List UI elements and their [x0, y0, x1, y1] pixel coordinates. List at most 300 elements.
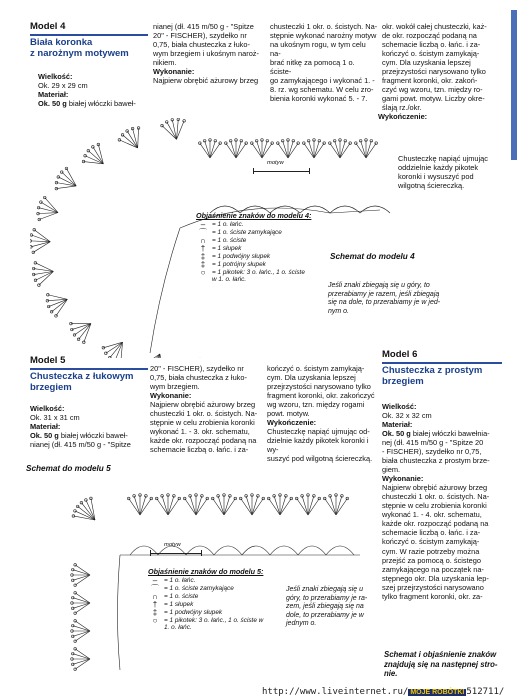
legend-symbol: ∩ [200, 235, 206, 245]
stitch-stroke [336, 496, 342, 515]
stitch-stroke [73, 631, 90, 636]
legend-item [148, 601, 288, 609]
legend-item [148, 625, 288, 631]
model6-execution-line: każde okr. rozpocząć podaną na [382, 519, 489, 529]
model5-finish-line: suszyć pod wilgotną ściereczką. [267, 454, 373, 464]
model4-material-rest: białej włóczki baweł- [68, 99, 136, 109]
model4-finish-line: Chusteczkę napiąć ujmując [398, 154, 488, 163]
fabric-edge [118, 555, 121, 670]
stitch-stroke [236, 141, 241, 158]
model5-note [286, 586, 378, 629]
stitch-stroke [356, 143, 366, 158]
stitch-stroke [340, 141, 345, 158]
picot-mark [74, 668, 77, 671]
model6-execution-line: tylko fragment koronki, okr. za- [382, 591, 483, 601]
legend-text: = 1 potrójny słupek [212, 260, 266, 268]
legend-item [196, 277, 336, 283]
stitch-stroke [31, 235, 50, 242]
legend-item [196, 237, 336, 245]
model6-execution-line: schemacie liczbą o. łańc. i za- [382, 528, 481, 538]
model6-material-line: giem. [382, 465, 401, 475]
model6-size-label: Wielkość: [382, 402, 417, 411]
stitch-stroke [73, 598, 90, 603]
model4-header [30, 22, 148, 59]
stitch-stroke [314, 143, 324, 158]
model4-finish-line: koronki i wysuszyć pod [398, 172, 474, 182]
stitch-stroke [39, 208, 58, 213]
model5-schema-title: Schemat do modelu 5 [26, 464, 111, 473]
model4-col3-line: go zamykającego i wykonać 1. - [270, 76, 375, 86]
picot-mark [105, 352, 108, 355]
stitch-stroke [304, 143, 314, 158]
stitch-stroke [236, 143, 246, 158]
legend-text: = 1 pikotek: 3 o. łańc., 1 o. ściste [212, 268, 305, 276]
model6-title-rule [382, 362, 502, 364]
picot-mark [329, 142, 332, 145]
stitch-stroke [200, 143, 210, 158]
model4-legend [196, 212, 336, 283]
picot-mark [74, 640, 77, 643]
model6-size-value: Ok. 32 x 32 cm [382, 411, 432, 421]
stitch-stroke [185, 498, 196, 515]
model6-subtitle-2: brzegiem [382, 375, 424, 387]
stitch-stroke [140, 496, 146, 515]
watermark [262, 687, 504, 698]
model4-col4-line: kończyć o. ścistym zamykają- [382, 49, 480, 59]
stitch-stroke [283, 141, 288, 158]
stitch-stroke [274, 496, 280, 515]
picot-mark [183, 497, 186, 500]
stitch-stroke [278, 143, 288, 158]
model5-col3-line: cym. Dla uzyskania lepszej [267, 373, 356, 383]
picot-mark [271, 142, 274, 145]
legend-item [196, 229, 336, 237]
picot-mark [118, 139, 121, 142]
picot-mark [84, 154, 87, 157]
picot-mark [225, 142, 228, 145]
picot-mark [297, 142, 300, 145]
chain-loop [270, 546, 298, 555]
legend-symbol: ○ [152, 615, 158, 625]
model4-subtitle-1: Biała koronka [30, 36, 93, 48]
model4-col2-line: nianej (dł. 415 m/50 g - "Spitze [153, 22, 254, 31]
stitch-stroke [31, 242, 50, 247]
stitch-stroke [168, 496, 174, 515]
model4-finish-line: wilgotną ściereczką. [398, 181, 465, 191]
model5-material-text-2: nianej (dł. 415 m/50 g - "Spitze [30, 440, 131, 450]
stitch-stroke [33, 242, 50, 253]
model5-col3-line: fragment koronki, okr. zakończyć [267, 391, 375, 401]
legend-list [196, 221, 336, 283]
legend-text: = 1 o. łańc. [164, 576, 196, 584]
model4-specs [38, 72, 150, 108]
model4-execution-label: Wykonanie: [153, 67, 195, 77]
model6-material-line: nej (dł. 415 m/50 g - "Spitze 20 [382, 438, 484, 448]
stitch-stroke [160, 354, 165, 358]
picot-mark [73, 334, 76, 337]
stitch-stroke [73, 570, 90, 575]
legend-list [148, 577, 288, 631]
model4-schema-title: Schemat do modelu 4 [330, 252, 415, 261]
stitch-stroke [196, 498, 207, 515]
model4-col3-line: chusteczki 1 okr. o. ścistych. Na- [270, 22, 378, 31]
stitch-stroke [75, 621, 90, 631]
picot-mark [127, 497, 130, 500]
stitch-stroke [262, 143, 272, 158]
model5-col3-line: powt. motyw. [267, 409, 310, 419]
legend-text: = 1 podwójny słupek [164, 608, 223, 616]
chain-loop [360, 206, 390, 213]
legend-item [148, 577, 288, 585]
legend-symbol: † [200, 243, 206, 253]
stitch-stroke [224, 496, 230, 515]
legend-symbol: ⌒ [199, 227, 207, 237]
chain-loop [214, 546, 242, 555]
stitch-stroke [103, 342, 122, 348]
picot-mark [38, 284, 41, 287]
stitch-stroke [252, 143, 262, 158]
watermark-suffix: 512711/ [466, 687, 505, 697]
model4-col4-line: czyć wg wzoru, tzn. między ro- [382, 85, 483, 95]
stitch-stroke [308, 496, 314, 515]
stitch-stroke [73, 516, 95, 520]
legend-item [148, 585, 288, 593]
chain-loop [242, 546, 270, 555]
stitch-stroke [231, 141, 236, 158]
note-line: się na dole, to przerabiamy je w jed- [328, 299, 441, 307]
model5-col2-after: każde okr. rozpocząć podaną na [150, 436, 257, 446]
model6-footer [384, 650, 506, 679]
chain-loop [298, 546, 326, 555]
stitch-stroke [140, 498, 151, 515]
stitch-stroke [133, 129, 138, 148]
model5-title-rule [30, 368, 148, 370]
picot-mark [267, 497, 270, 500]
stitch-stroke [308, 498, 319, 515]
stitch-stroke [157, 498, 168, 515]
stitch-stroke [56, 186, 76, 189]
model4-finish-line: oddzielnie każdy pikotek [398, 163, 479, 173]
model4-material-label: Materiał: [38, 90, 69, 100]
picot-mark [234, 497, 237, 500]
legend-symbol: ‡ [200, 251, 206, 261]
legend-text: = 1 podwójny słupek [212, 252, 271, 260]
picot-mark [303, 142, 306, 145]
footer-line: nie. [384, 669, 398, 678]
model6-execution-line: kończyć o. ścistym zamykają- [382, 537, 480, 547]
model4-col2-line: 0,75, biała chusteczka z łuko- [153, 40, 250, 50]
stitch-stroke [75, 659, 90, 669]
model5-col2-line: 0,75, biała chusteczka z łuko- [150, 373, 247, 383]
model4-col2 [153, 22, 265, 85]
model4-col4-line: okr. wokół całej chusteczki, każ- [382, 22, 487, 31]
model6-body [382, 402, 504, 601]
model5-col3 [267, 364, 381, 463]
stitch-stroke [257, 141, 262, 158]
model5-col3-line: przejrzystości narysowano tylko [267, 382, 371, 392]
model4-col4-line: de okr. rozpocząć podaną na [382, 31, 477, 41]
model4-col2-line: nikiem. [153, 58, 177, 68]
stitch-stroke [88, 151, 103, 164]
legend-item [148, 609, 288, 617]
model5-col3-line: kończyć o. ścistym zamykają- [267, 364, 365, 373]
stitch-stroke [335, 141, 340, 158]
stitch-stroke [48, 295, 67, 300]
model5-col2-after: chusteczki 1 okr. o. ścistych. Na- [150, 409, 258, 419]
stitch-stroke [213, 498, 224, 515]
stitch-stroke [129, 498, 140, 515]
legend-text: = 1 o. ściste [164, 592, 199, 600]
stitch-stroke [224, 498, 235, 515]
stitch-stroke [340, 143, 350, 158]
model5-col2-line: wym brzegiem. [150, 382, 200, 392]
stitch-stroke [210, 143, 220, 158]
model5-col2-line: 20" - FISCHER), szydełko nr [150, 364, 244, 373]
stitch-stroke [196, 496, 202, 515]
stitch-stroke [75, 565, 90, 575]
model4-note [328, 282, 468, 316]
stitch-stroke [366, 143, 376, 158]
stitch-stroke [73, 654, 90, 659]
chain-loop [326, 546, 354, 555]
picot-mark [178, 497, 181, 500]
footer-line: Schemat i objaśnienie znaków [384, 650, 497, 659]
legend-title: Objaśnienie znaków do modelu 5: [148, 567, 264, 576]
picot-mark [318, 497, 321, 500]
picot-mark [262, 497, 265, 500]
model4-size-value: Ok. 29 x 29 cm [38, 81, 88, 91]
stitch-stroke [73, 575, 90, 580]
legend-symbol: ○ [200, 267, 206, 277]
model5-material-label: Materiał: [30, 422, 61, 432]
picot-mark [219, 142, 222, 145]
model6-material-label: Materiał: [382, 420, 413, 430]
legend-item [196, 261, 336, 269]
picot-mark [92, 146, 95, 149]
picot-mark [251, 142, 254, 145]
picot-mark [211, 497, 214, 500]
model6-execution-line: stępnie w celu zrobienia koronki [382, 501, 487, 511]
model4-col4-line: fragment koronki, okr. zakoń- [382, 76, 478, 86]
picot-mark [74, 620, 77, 623]
stitch-stroke [91, 498, 95, 520]
model4-material-text: Ok. 50 g białej włóczki baweł- [38, 99, 136, 109]
model5-col2-after: Najpierw obrębić ażurowy brzeg [150, 400, 256, 410]
model6-header [382, 350, 502, 387]
picot-mark [355, 142, 358, 145]
model6-material-line: Ok. 50 g białej włóczki bawełnia- [382, 429, 490, 439]
legend-title: Objaśnienie znaków do modelu 4: [196, 211, 312, 220]
legend-symbol: ⌒ [151, 583, 159, 593]
picot-mark [295, 497, 298, 500]
model5-col2-after: stępnie w celu zrobienia koronki [150, 418, 255, 428]
model5-finish-label: Wykończenie: [267, 418, 317, 428]
model4-col2-line: 20" - FISCHER), szydełko nr [153, 31, 247, 41]
motif-ruler-line [253, 168, 310, 174]
model4-title-rule [30, 34, 148, 36]
stitch-stroke [226, 143, 236, 158]
model4-finish-label: Wykończenie: [378, 112, 428, 122]
stitch-stroke [252, 496, 258, 515]
legend-symbol: ∩ [152, 591, 158, 601]
model5-col2 [150, 364, 264, 454]
stitch-stroke [75, 575, 90, 585]
model6-material-line: biała chusteczka z prostym brze- [382, 456, 490, 466]
fabric-edge [150, 228, 180, 353]
model4-col3-line: stępnie wykonać narożny motyw [270, 31, 377, 41]
model5-col3-line: wg wzoru, tzn. między rogami [267, 400, 365, 410]
legend-item [196, 221, 336, 229]
legend-item [148, 593, 288, 601]
model4-col3-line: 8. rz. wg schematu. W celu zro- [270, 85, 374, 95]
model5-material-text: Ok. 50 g białej włóczki baweł- [30, 431, 128, 441]
legend-text: = 1 o. ściste [212, 236, 247, 244]
note-line: góry, to przerabiamy je ra- [286, 594, 368, 602]
picot-mark [74, 592, 77, 595]
stitch-stroke [297, 498, 308, 515]
stitch-stroke [241, 498, 252, 515]
model4-title: Model 4 [30, 21, 66, 32]
model6-execution-line: chusteczki 1 okr. o. ścistych. Na- [382, 492, 490, 502]
picot-mark [199, 142, 202, 145]
model6-execution-line: stępnego okr. Dla uzyskania lep- [382, 573, 489, 583]
model5-legend [148, 568, 288, 631]
watermark-logo: MOJE ROBÓTKI [410, 689, 465, 696]
stitch-stroke [366, 141, 371, 158]
note-line: jednym o. [286, 620, 317, 628]
stitch-stroke [262, 141, 267, 158]
model5-col2-after: wykonać 1. - 3. okr. schematu, [150, 427, 250, 437]
picot-mark [33, 228, 36, 231]
stitch-stroke [280, 498, 291, 515]
stitch-stroke [167, 122, 177, 139]
stitch-stroke [252, 498, 263, 515]
model5-col2-after: schemacie liczbą o. łańc. i za- [150, 445, 249, 455]
picot-mark [74, 510, 77, 513]
model5-execution-label: Wykonanie: [150, 391, 192, 401]
model4-col4 [378, 22, 500, 122]
picot-mark [206, 497, 209, 500]
side-tab [511, 10, 517, 160]
note-line: Jeśli znaki zbiegają się u [286, 586, 364, 593]
picot-mark [74, 564, 77, 567]
stitch-stroke [134, 496, 140, 515]
stitch-stroke [314, 141, 319, 158]
picot-mark [74, 648, 77, 651]
model6-material-line: - FISCHER), szydełko nr 0,75, [382, 447, 482, 457]
stitch-stroke [280, 496, 286, 515]
picot-mark [323, 497, 326, 500]
legend-item [196, 253, 336, 261]
picot-mark [375, 142, 378, 145]
picot-mark [290, 497, 293, 500]
model5-finish-line: Chusteczkę napiąć ujmując od- [267, 427, 370, 437]
stitch-stroke [41, 202, 58, 212]
model5-finish-line: dzielnie każdy pikotek koronki i wy- [267, 436, 369, 455]
model6-execution-line: szej przejrzystości narysowano [382, 582, 484, 592]
stitch-stroke [138, 128, 139, 148]
stitch-stroke [52, 299, 68, 311]
model4-col4-line: ślają rz./okr. [382, 103, 422, 113]
stitch-stroke [30, 241, 50, 242]
motif-label: motyw [267, 160, 284, 166]
model6-execution-line: przejść za pomocą o. ścistego [382, 555, 481, 565]
model6-title: Model 6 [382, 349, 418, 360]
stitch-stroke [79, 324, 91, 340]
picot-mark [76, 505, 79, 508]
legend-text: w 1. o. łańc. [212, 275, 247, 283]
stitch-stroke [73, 603, 90, 608]
stitch-stroke [34, 230, 50, 242]
model4-col3-line: brać nitkę za pomocą 1 o. ściste- [270, 58, 355, 77]
legend-symbol: – [152, 575, 158, 585]
legend-text: = 1 słupek [212, 244, 242, 252]
model4-col2-after: Najpierw obrębić ażurowy brzeg [153, 76, 259, 86]
model6-execution-line: wykonać 1. - 4. okr. schematu, [382, 510, 482, 520]
legend-item [196, 245, 336, 253]
model4-col4-line: przejrzystości narysowano tylko [382, 67, 486, 77]
model4-col3 [270, 22, 378, 103]
legend-text: = 1 o. ściste zamykające [164, 584, 234, 592]
legend-symbol: ‡ [152, 607, 158, 617]
picot-mark [126, 130, 129, 133]
stitch-stroke [162, 126, 177, 140]
picot-mark [40, 201, 43, 204]
motif-ruler-line [150, 550, 202, 556]
model6-execution-line: Najpierw obrębić ażurowy brzeg [382, 483, 488, 493]
model5-material-rest: białej włóczki baweł- [60, 431, 128, 441]
legend-text: = 1 słupek [164, 600, 194, 608]
model4-size-label: Wielkość: [38, 72, 73, 81]
note-line: zem, jeśli zbiegają się na [286, 603, 364, 611]
model6-execution-text [382, 483, 504, 600]
stitch-stroke [210, 141, 215, 158]
stitch-stroke [330, 496, 336, 515]
stitch-stroke [172, 120, 176, 140]
stitch-stroke [75, 593, 90, 603]
stitch-stroke [168, 498, 179, 515]
model5-specs [30, 404, 150, 449]
stitch-stroke [75, 631, 90, 641]
model4-col3-line: na ukośnym rogu, w tym celu na- [270, 40, 366, 59]
model6-execution-line: cym. W razie potrzeby można [382, 546, 480, 556]
picot-mark [85, 499, 88, 502]
picot-mark [34, 262, 37, 265]
model5-header [30, 356, 148, 393]
model4-col4-line: cym. Dla uzyskania lepszej [382, 58, 471, 68]
motif-label: motyw [164, 542, 181, 548]
stitch-stroke [45, 198, 58, 213]
stitch-stroke [123, 135, 138, 148]
legend-symbol: – [200, 219, 206, 229]
stitch-stroke [72, 324, 91, 330]
stitch-stroke [269, 498, 280, 515]
stitch-stroke [73, 659, 90, 664]
picot-mark [80, 501, 83, 504]
picot-mark [43, 196, 46, 199]
stitch-stroke [309, 141, 314, 158]
picot-mark [74, 612, 77, 615]
legend-symbol: ‡ [200, 259, 206, 269]
note-line: dole, to przerabiamy je w [286, 611, 364, 619]
stitch-stroke [325, 498, 336, 515]
model6-execution-label: Wykonanie: [382, 474, 424, 484]
model5-size-label: Wielkość: [30, 404, 65, 413]
model5-size-value: Ok. 31 x 31 cm [30, 413, 80, 423]
stitch-stroke [162, 496, 168, 515]
model4-subtitle-2: z narożnym motywem [30, 47, 129, 59]
picot-mark [161, 124, 164, 127]
